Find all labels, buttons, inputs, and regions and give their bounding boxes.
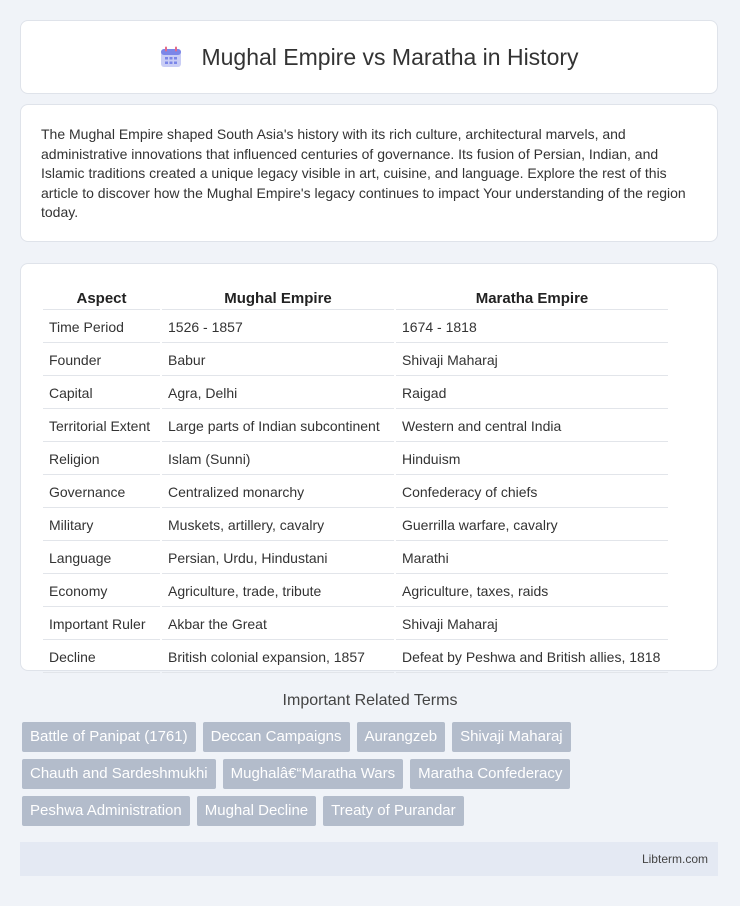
- table-cell: Governance: [43, 477, 160, 508]
- related-term-tag[interactable]: Shivaji Maharaj: [452, 722, 571, 752]
- related-term-tag[interactable]: Mughalâ€“Maratha Wars: [223, 759, 404, 789]
- table-row: [43, 411, 668, 442]
- table-cell: Agriculture, taxes, raids: [396, 576, 668, 607]
- table-cell: Shivaji Maharaj: [396, 609, 668, 640]
- comparison-table-card: [20, 263, 718, 671]
- table-cell: Muskets, artillery, cavalry: [162, 510, 394, 541]
- related-terms-title: Important Related Terms: [282, 692, 458, 709]
- table-row: [43, 312, 668, 343]
- header-card: [20, 20, 718, 94]
- related-term-tag[interactable]: Chauth and Sardeshmukhi: [22, 759, 216, 789]
- table-cell: Language: [43, 543, 160, 574]
- related-term-tag[interactable]: Peshwa Administration: [22, 796, 190, 826]
- table-row: [43, 609, 668, 640]
- table-row: [43, 345, 668, 376]
- table-cell: Agriculture, trade, tribute: [162, 576, 394, 607]
- column-header: Aspect: [43, 286, 160, 310]
- related-term-tag[interactable]: Maratha Confederacy: [410, 759, 570, 789]
- related-term-tag[interactable]: Deccan Campaigns: [203, 722, 350, 752]
- calendar-icon: [159, 45, 183, 69]
- table-row: [43, 444, 668, 475]
- footer: [20, 842, 718, 876]
- table-cell: Centralized monarchy: [162, 477, 394, 508]
- table-cell: Shivaji Maharaj: [396, 345, 668, 376]
- table-cell: Territorial Extent: [43, 411, 160, 442]
- table-cell: 1526 - 1857: [162, 312, 394, 343]
- table-cell: Military: [43, 510, 160, 541]
- intro-paragraph: The Mughal Empire shaped South Asia's history with its rich culture, architectural marvels, and administrative innovations that influenced centuries of governance. Its fusion of Persian, Indian, and Islamic traditions created a unique legacy visible in art, cuisine, and language. Explore the rest of this article to discover how the Mughal Empire's legacy continues to impact Your understanding of the region today.: [20, 104, 718, 242]
- table-cell: Large parts of Indian subcontinent: [162, 411, 394, 442]
- page-title: Mughal Empire vs Maratha in History: [201, 43, 579, 70]
- table-cell: Religion: [43, 444, 160, 475]
- table-cell: Capital: [43, 378, 160, 409]
- table-cell: Western and central India: [396, 411, 668, 442]
- table-cell: Marathi: [396, 543, 668, 574]
- related-term-tag[interactable]: Battle of Panipat (1761): [22, 722, 196, 752]
- table-cell: Decline: [43, 642, 160, 673]
- table-row: [43, 510, 668, 541]
- table-cell: Islam (Sunni): [162, 444, 394, 475]
- table-row: [43, 378, 668, 409]
- table-cell: Defeat by Peshwa and British allies, 1818: [396, 642, 668, 673]
- table-cell: 1674 - 1818: [396, 312, 668, 343]
- table-cell: Founder: [43, 345, 160, 376]
- table-cell: Confederacy of chiefs: [396, 477, 668, 508]
- table-cell: British colonial expansion, 1857: [162, 642, 394, 673]
- table-row: [43, 576, 668, 607]
- table-cell: Hinduism: [396, 444, 668, 475]
- table-cell: Babur: [162, 345, 394, 376]
- table-cell: Guerrilla warfare, cavalry: [396, 510, 668, 541]
- table-header-row: [43, 286, 668, 310]
- table-cell: Time Period: [43, 312, 160, 343]
- table-cell: Agra, Delhi: [162, 378, 394, 409]
- related-terms-list: [22, 722, 722, 833]
- table-row: [43, 543, 668, 574]
- table-row: [43, 477, 668, 508]
- table-row: [43, 642, 668, 673]
- related-term-tag[interactable]: Aurangzeb: [357, 722, 446, 752]
- footer-site-link[interactable]: Libterm.com: [641, 852, 708, 866]
- related-term-tag[interactable]: Mughal Decline: [197, 796, 316, 826]
- table-body: [43, 312, 668, 673]
- table-cell: Persian, Urdu, Hindustani: [162, 543, 394, 574]
- table-cell: Important Ruler: [43, 609, 160, 640]
- column-header: Mughal Empire: [162, 286, 394, 310]
- comparison-table: [41, 284, 670, 675]
- table-cell: Akbar the Great: [162, 609, 394, 640]
- table-cell: Raigad: [396, 378, 668, 409]
- column-header: Maratha Empire: [396, 286, 668, 310]
- table-cell: Economy: [43, 576, 160, 607]
- related-term-tag[interactable]: Treaty of Purandar: [323, 796, 464, 826]
